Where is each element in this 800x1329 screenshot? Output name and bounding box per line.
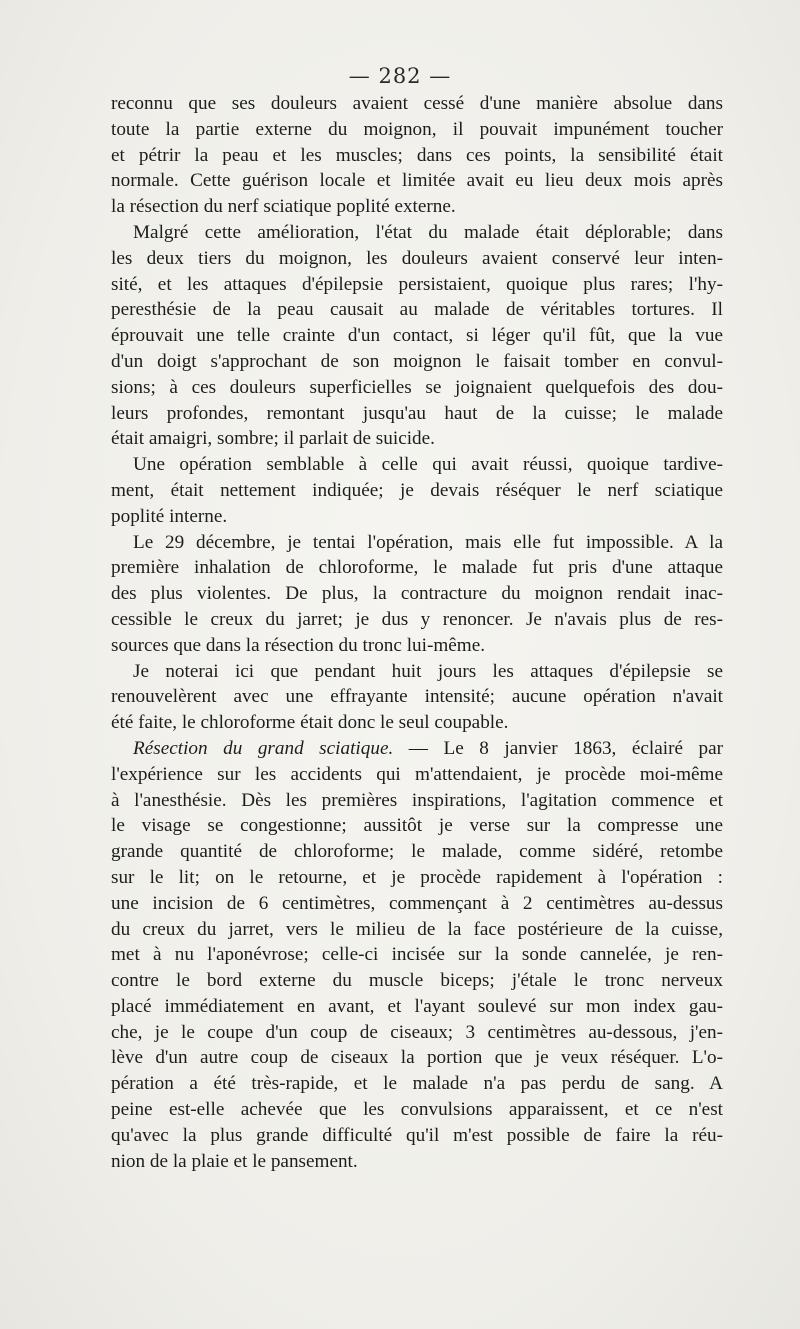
text-line-content: la résection du nerf sciatique poplité externe. [111, 196, 456, 218]
text-line [111, 917, 723, 943]
text-line [111, 246, 723, 272]
text-line [111, 401, 723, 427]
text-line [111, 375, 723, 401]
text-line-content: Je noterai ici que pendant huit jours les attaques d'épilepsie se [133, 660, 723, 682]
text-line [111, 555, 723, 581]
text-line-content: du creux du jarret, vers le milieu de la face postérieure de la cuisse, [111, 918, 723, 940]
text-line [111, 91, 723, 117]
text-line-content: d'un doigt s'approchant de son moignon le faisait tomber en convul- [111, 350, 723, 372]
text-line-content: le visage se congestionne; aussitôt je verse sur la compresse une [111, 815, 723, 837]
text-line-content: une incision de 6 centimètres, commençant à 2 centimètres au-dessus [111, 892, 723, 914]
text-line-content: première inhalation de chloroforme, le malade fut pris d'une attaque [111, 557, 723, 579]
text-line [111, 659, 723, 685]
text-line [111, 504, 723, 530]
text-line [111, 220, 723, 246]
text-line-content: sur le lit; on le retourne, et je procède rapidement à l'opération : [111, 866, 723, 888]
text-line-content: sité, et les attaques d'épilepsie persistaient, quoique plus rares; l'hy- [111, 273, 723, 295]
text-line [111, 349, 723, 375]
text-line-content: peine est-elle achevée que les convulsions apparaissent, et ce n'est [111, 1099, 723, 1121]
text-line [111, 788, 723, 814]
text-line [111, 607, 723, 633]
text-line-content: grande quantité de chloroforme; le malade, comme sidéré, retombe [111, 841, 723, 863]
text-line [111, 813, 723, 839]
text-line [111, 530, 723, 556]
text-line [111, 1123, 723, 1149]
text-line-content: peresthésie de la peau causait au malade de véritables tortures. Il [111, 299, 723, 321]
text-line-content: était amaigri, sombre; il parlait de suicide. [111, 428, 435, 450]
text-line [111, 1149, 723, 1175]
text-line [111, 323, 723, 349]
text-line-content: Malgré cette amélioration, l'état du malade était déplorable; dans [133, 221, 723, 243]
text-line-content: lève d'un autre coup de ciseaux la portion que je veux réséquer. L'o- [111, 1047, 723, 1069]
text-line [111, 710, 723, 736]
text-line-content: à l'anesthésie. Dès les premières inspirations, l'agitation commence et [111, 789, 723, 811]
text-line [111, 426, 723, 452]
text-line [111, 581, 723, 607]
text-line [111, 891, 723, 917]
text-line-content: normale. Cette guérison locale et limitée avait eu lieu deux mois après [111, 170, 723, 192]
text-line-content: qu'avec la plus grande difficulté qu'il m'est possible de faire la réu- [111, 1124, 723, 1146]
text-line-content: poplité interne. [111, 505, 228, 527]
text-line-content: Une opération semblable à celle qui avait réussi, quoique tardive- [133, 454, 723, 476]
text-line [111, 1045, 723, 1071]
text-line [111, 994, 723, 1020]
section-heading-italic: Résection du grand sciatique. [133, 737, 394, 759]
text-line-content: l'expérience sur les accidents qui m'attendaient, je procède moi-même [111, 763, 723, 785]
text-line-content: — Le 8 janvier 1863, éclairé par [393, 737, 724, 759]
text-line-content: renouvelèrent avec une effrayante intensité; aucune opération n'avait [111, 686, 723, 708]
text-line-content: des plus violentes. De plus, la contracture du moignon rendait inac- [111, 583, 723, 605]
text-line [111, 968, 723, 994]
text-line [111, 1097, 723, 1123]
text-line-content: leurs profondes, remontant jusqu'au haut de la cuisse; le malade [111, 402, 723, 424]
text-line-content: che, je le coupe d'un coup de ciseaux; 3 centimètres au-dessous, j'en- [111, 1021, 723, 1043]
text-line-content: les deux tiers du moignon, les douleurs avaient conservé leur inten- [111, 247, 723, 269]
text-line-content: sions; à ces douleurs superficielles se joignaient quelquefois des dou- [111, 376, 723, 398]
text-line [111, 168, 723, 194]
text-line [111, 452, 723, 478]
text-line-content: éprouvait une telle crainte d'un contact, si léger qu'il fût, que la vue [111, 325, 723, 347]
text-line [111, 839, 723, 865]
text-line [111, 684, 723, 710]
text-line [111, 942, 723, 968]
text-line-content: pération a été très-rapide, et le malade n'a pas perdu de sang. A [111, 1073, 723, 1095]
body-text [111, 91, 723, 1174]
text-line [111, 143, 723, 169]
text-line-content: toute la partie externe du moignon, il pouvait impunément toucher [111, 118, 723, 140]
text-line [111, 1071, 723, 1097]
text-line-content: placé immédiatement en avant, et l'ayant soulevé sur mon index gau- [111, 995, 723, 1017]
text-line-content: cessible le creux du jarret; je dus y renoncer. Je n'avais plus de res- [111, 608, 723, 630]
text-line [111, 117, 723, 143]
text-line [111, 272, 723, 298]
text-line-content: sources que dans la résection du tronc lui-même. [111, 634, 486, 656]
text-line [111, 297, 723, 323]
text-line-content: ment, était nettement indiquée; je devais réséquer le nerf sciatique [111, 479, 723, 501]
text-line-content: et pétrir la peau et les muscles; dans ces points, la sensibilité était [111, 144, 723, 166]
page-number: — 282 — [348, 64, 452, 88]
text-line [111, 1020, 723, 1046]
text-line-content: Le 29 décembre, je tentai l'opération, mais elle fut impossible. A la [133, 531, 723, 553]
text-line [111, 865, 723, 891]
text-line-content: contre le bord externe du muscle biceps; j'étale le tronc nerveux [111, 970, 723, 992]
text-line [111, 736, 723, 762]
text-line [111, 194, 723, 220]
text-line [111, 633, 723, 659]
text-line-content: reconnu que ses douleurs avaient cessé d'une manière absolue dans [111, 93, 723, 114]
text-line-content: met à nu l'aponévrose; celle-ci incisée sur la sonde cannelée, je ren- [111, 944, 723, 966]
text-line-content: nion de la plaie et le pansement. [111, 1150, 358, 1172]
text-line [111, 762, 723, 788]
text-line-content: été faite, le chloroforme était donc le seul coupable. [111, 712, 509, 734]
text-line [111, 478, 723, 504]
